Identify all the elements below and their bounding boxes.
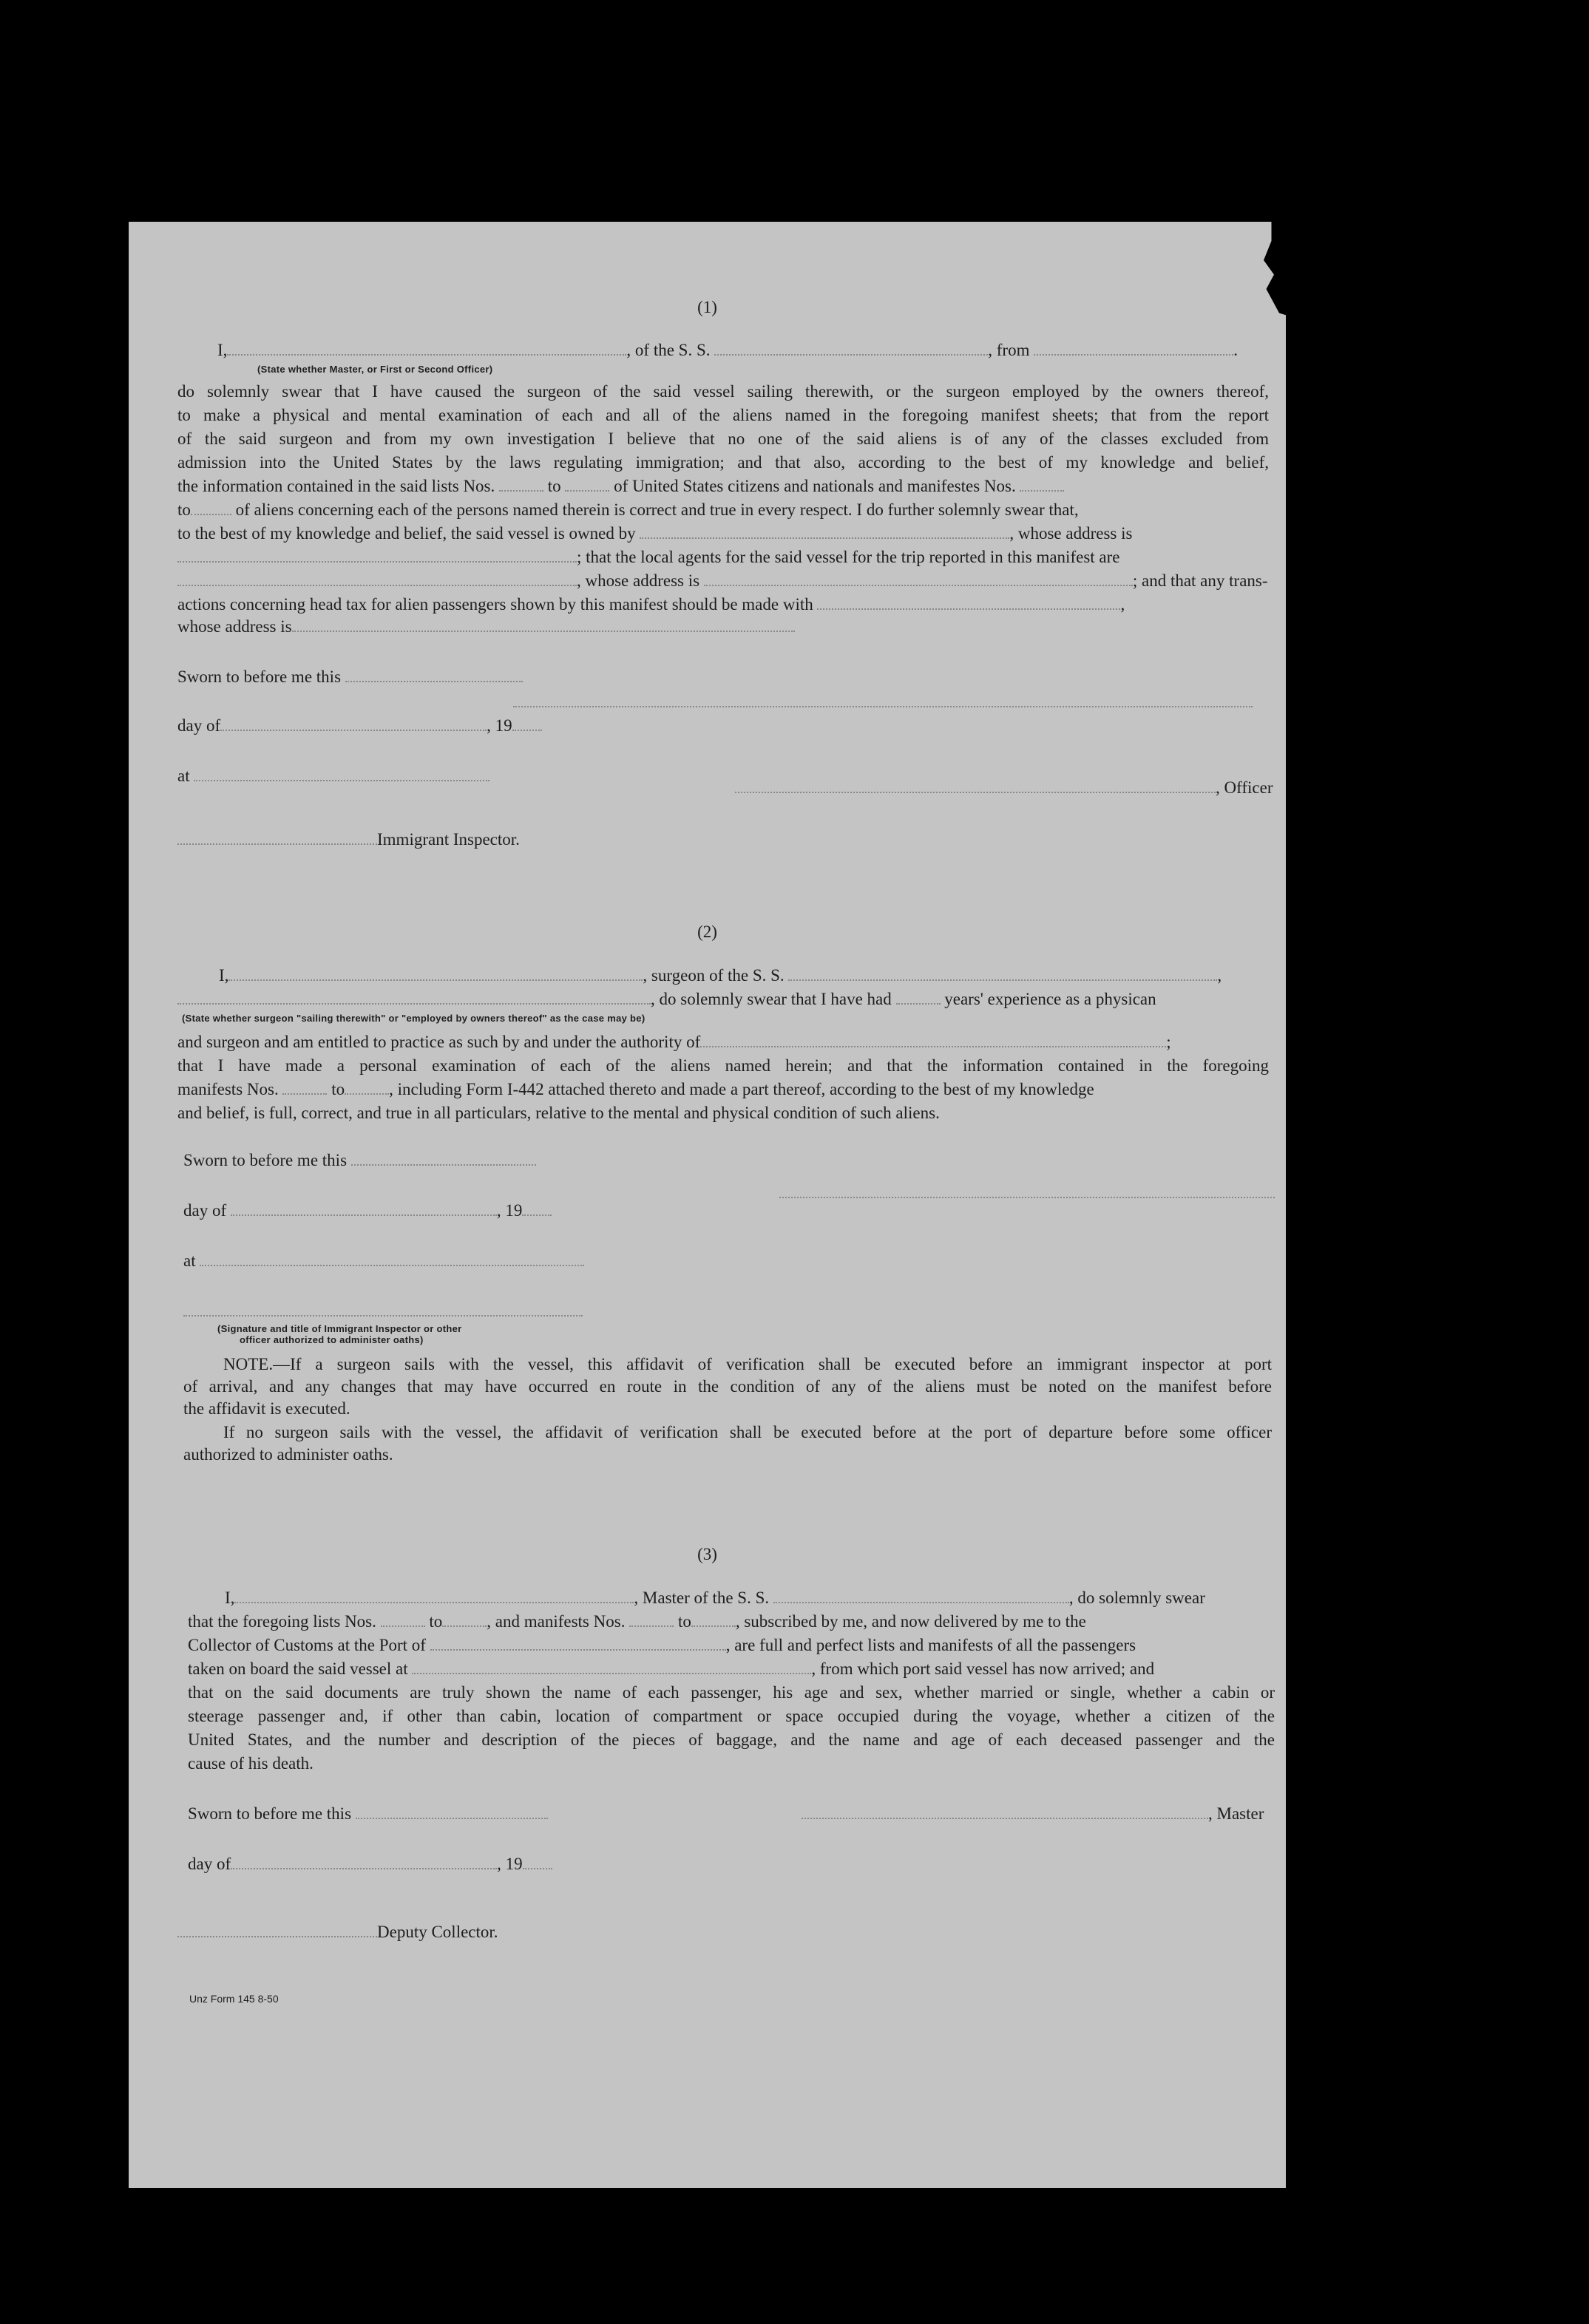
- agents-address-field[interactable]: [704, 571, 1133, 586]
- binder-hole: [1365, 1993, 1400, 2028]
- sec3-day-field[interactable]: [231, 1855, 497, 1869]
- binder-hole: [1365, 1648, 1400, 1684]
- deputy-signature-field[interactable]: [177, 1923, 377, 1937]
- sec2-inspector-signature-field[interactable]: [183, 1302, 583, 1316]
- sec2-line-2: , do solemnly swear that I have had years' experience as a physican: [177, 989, 1156, 1010]
- section-1-number: (1): [697, 298, 717, 316]
- master-name-field[interactable]: [234, 1589, 634, 1603]
- citizen-list-from-field[interactable]: [499, 477, 543, 492]
- sec3-deputy: Deputy Collector.: [177, 1922, 498, 1943]
- sec3-p4: that on the said documents are truly shown the name of each passenger, his age and sex, whether married or single, whether a cabin or: [188, 1683, 1275, 1702]
- citizen-list-to-field[interactable]: [565, 477, 609, 492]
- sec1-p6: to of aliens concerning each of the persons named therein is correct and true in every respect. I do further solemnly swear that,: [177, 500, 1079, 519]
- sec3-p1: that the foregoing lists Nos. to , and manifests Nos. to , subscribed by me, and now delivered by me to the: [188, 1612, 1086, 1631]
- sec2-p3: manifests Nos. to , including Form I-442 attached thereto and made a part thereof, according to the best of my knowledge: [177, 1080, 1094, 1098]
- note-line-4: If no surgeon sails with the vessel, the affidavit of verification shall be executed before at the port of departure before some officer: [223, 1423, 1272, 1441]
- sec1-officer-line: , Officer: [735, 778, 1273, 798]
- sec1-p8: ; that the local agents for the said vessel for the trip reported in this manifest are: [177, 547, 1119, 568]
- years-experience-field[interactable]: [896, 990, 941, 1005]
- sec1-sworn: Sworn to before me this: [177, 667, 523, 687]
- sec1-p5: the information contained in the said lists Nos. to of United States citizens and nationals and manifestes Nos.: [177, 476, 1064, 497]
- sec2-at: at: [183, 1251, 584, 1271]
- sec1-i: I,: [217, 341, 228, 359]
- sec1-p4: admission into the United States by the laws regulating immigration; and that also, according to the best of my knowledge and belief,: [177, 453, 1269, 472]
- port-field[interactable]: [430, 1636, 726, 1651]
- sec1-year-field[interactable]: [512, 716, 542, 731]
- sec3-master-line: , Master: [802, 1804, 1264, 1824]
- agents-field[interactable]: [177, 571, 577, 586]
- binder-hole: [1365, 1530, 1400, 1566]
- binder-hole: [1362, 749, 1397, 784]
- sec3-sworn-field[interactable]: [356, 1804, 548, 1819]
- sec1-line-1: I, , of the S. S. , from .: [217, 341, 1238, 359]
- embarkation-field[interactable]: [412, 1659, 811, 1674]
- binder-hole: [1362, 869, 1397, 905]
- form-number: Unz Form 145 8-50: [189, 1993, 279, 2005]
- sec1-dayof: day of , 19: [177, 716, 542, 736]
- surgeon-signature-field[interactable]: [779, 1183, 1275, 1198]
- sec1-p7: to the best of my knowledge and belief, the said vessel is owned by , whose address is: [177, 524, 1133, 543]
- sec1-note: (State whether Master, or First or Second Officer): [257, 364, 493, 375]
- manifest-form-page: [129, 222, 1286, 2188]
- sec1-at: at: [177, 766, 489, 786]
- sec1-officer-signature-field[interactable]: [735, 778, 1216, 793]
- sec2-p2: that I have made a personal examination of each of the aliens named herein; and that the information contained in the foregoing: [177, 1056, 1269, 1075]
- sec2-year-field[interactable]: [522, 1201, 552, 1216]
- note-line-5: authorized to administer oaths.: [183, 1445, 393, 1464]
- vessel-name-field[interactable]: [714, 341, 988, 356]
- sec2-p4: and belief, is full, correct, and true in all particulars, relative to the mental and physical condition of such aliens.: [177, 1104, 940, 1122]
- sec3-list-to-field[interactable]: [442, 1612, 487, 1627]
- sec1-place-field[interactable]: [194, 767, 489, 781]
- sec1-signature-line: [513, 692, 1253, 713]
- sec1-sworn-field[interactable]: [345, 667, 523, 682]
- sec2-note: (State whether surgeon "sailing therewith" or "employed by owners thereof" as the case may be): [182, 1013, 646, 1024]
- sec1-p9: , whose address is ; and that any trans-: [177, 571, 1268, 591]
- sec3-vessel-field[interactable]: [773, 1589, 1069, 1603]
- sec1-p11: whose address is: [177, 616, 795, 637]
- master-signature-field[interactable]: [802, 1804, 1208, 1819]
- sec2-signature-line: [779, 1183, 1275, 1203]
- owner-field[interactable]: [640, 524, 1009, 539]
- officer-name-field[interactable]: [227, 341, 626, 356]
- binder-hole: [1383, 415, 1412, 445]
- binder-hole: [1365, 2109, 1400, 2144]
- sec2-p1: and surgeon and am entitled to practice as such by and under the authority of ;: [177, 1033, 1171, 1051]
- sec3-p5: steerage passenger and, if other than cabin, location of compartment or space occupied during the voyage, whether a citizen of the: [188, 1707, 1275, 1725]
- sec3-p3: taken on board the said vessel at , from which port said vessel has now arrived; and: [188, 1659, 1155, 1678]
- sec2-manifest-from-field[interactable]: [282, 1080, 327, 1095]
- sec2-vessel-field[interactable]: [788, 966, 1217, 981]
- alien-manifest-to-field[interactable]: [191, 500, 231, 515]
- sec1-day-field[interactable]: [220, 716, 487, 731]
- sec2-place-field[interactable]: [200, 1251, 584, 1266]
- sec3-sworn: Sworn to before me this: [188, 1804, 548, 1824]
- binder-hole: [1400, 1971, 1430, 2000]
- section-3-number: (3): [697, 1545, 717, 1563]
- sec2-inspector-line: [183, 1301, 583, 1322]
- sec1-p1: do solemnly swear that I have caused the surgeon of the said vessel sailing therewith, or the surgeon employed by the owners thereof,: [177, 382, 1269, 401]
- sec2-line-1: I, , surgeon of the S. S. ,: [219, 966, 1222, 985]
- sec3-line-1: I, , Master of the S. S. , do solemnly swear: [225, 1589, 1205, 1607]
- sec3-dayof: day of , 19: [188, 1854, 552, 1875]
- sec2-sig-caption-1: (Signature and title of Immigrant Inspector or other: [217, 1323, 462, 1334]
- alien-manifest-from-field[interactable]: [1020, 477, 1064, 492]
- sec2-sworn-field[interactable]: [351, 1151, 536, 1166]
- sec3-p6: United States, and the number and description of the pieces of baggage, and the name and age of each deceased passenger and the: [188, 1730, 1275, 1749]
- from-port-field[interactable]: [1034, 341, 1233, 356]
- sec1-p3: of the said surgeon and from my own investigation I believe that no one of the said aliens is of any of the classes excluded from: [177, 429, 1269, 448]
- sec1-signature-field[interactable]: [513, 693, 1253, 707]
- sec1-inspector-signature-field[interactable]: [177, 830, 377, 845]
- head-tax-address-field[interactable]: [292, 617, 795, 632]
- sec1-p2: to make a physical and mental examination of each and all of the aliens named in the foregoing manifest sheets; that from the report: [177, 406, 1269, 424]
- owner-address-field[interactable]: [177, 548, 577, 563]
- note-line-1: NOTE.—If a surgeon sails with the vessel, this affidavit of verification shall be executed before an immigrant inspector at port: [223, 1355, 1272, 1373]
- sec1-p10: actions concerning head tax for alien passengers shown by this manifest should be made with ,: [177, 595, 1125, 614]
- sec3-p2: Collector of Customs at the Port of , are full and perfect lists and manifests of all the passengers: [188, 1636, 1136, 1654]
- sec3-manifest-from-field[interactable]: [629, 1612, 674, 1627]
- head-tax-contact-field[interactable]: [817, 595, 1120, 610]
- sec2-dayof: day of , 19: [183, 1200, 552, 1221]
- sec2-sworn: Sworn to before me this: [183, 1150, 536, 1171]
- sec3-p7: cause of his death.: [188, 1754, 314, 1773]
- sec2-sig-caption-2: officer authorized to administer oaths): [240, 1334, 424, 1345]
- note-line-2: of arrival, and any changes that may have occurred en route in the condition of any of the aliens must be noted on the manifest before: [183, 1377, 1272, 1396]
- surgeon-name-field[interactable]: [228, 966, 643, 981]
- section-2-number: (2): [697, 923, 717, 941]
- surgeon-status-field[interactable]: [177, 990, 651, 1005]
- binder-hole: [1399, 1187, 1434, 1223]
- authority-field[interactable]: [700, 1033, 1166, 1047]
- sec1-inspector: Immigrant Inspector.: [177, 829, 520, 850]
- sec2-manifest-to-field[interactable]: [345, 1080, 389, 1095]
- sec3-manifest-to-field[interactable]: [691, 1612, 736, 1627]
- note-line-3: the affidavit is executed.: [183, 1399, 350, 1418]
- sec2-day-field[interactable]: [231, 1201, 497, 1216]
- sec3-list-from-field[interactable]: [381, 1612, 425, 1627]
- sec3-year-field[interactable]: [523, 1855, 552, 1869]
